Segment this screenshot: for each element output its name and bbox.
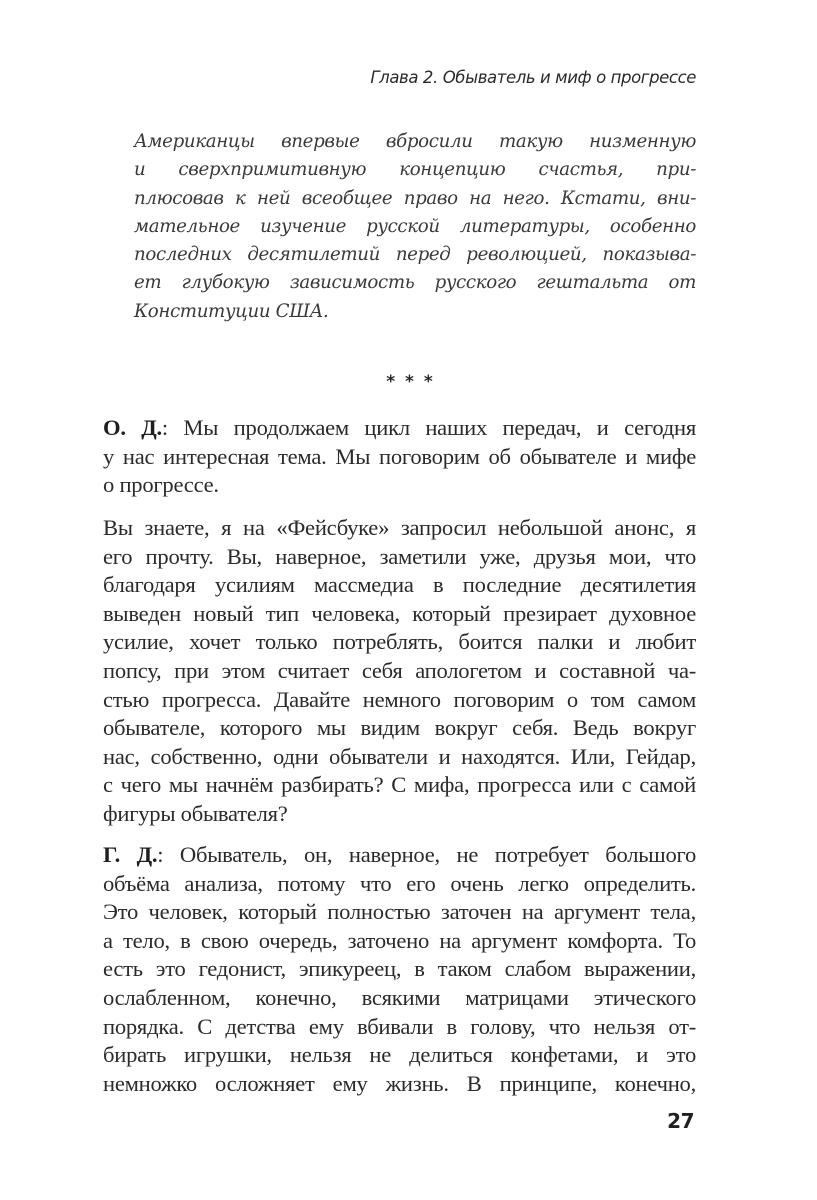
paragraph-line: нас, собственно, одни обыватели и находятся. Или, Гейдар,	[103, 743, 696, 769]
paragraph-line: а тело, в свою очередь, заточено на аргумент комфорта. То	[103, 927, 696, 953]
epigraph-line: Американцы впервые вбросили такую низменную	[134, 131, 696, 152]
paragraph-line: усилие, хочет только потреблять, боится палки и любит	[103, 629, 696, 655]
paragraph-first-line	[103, 841, 696, 870]
paragraph-line: бирать игрушки, нельзя не делиться конфетами, и это	[103, 1042, 696, 1068]
speaker-label: О. Д.	[103, 415, 162, 440]
dialogue-paragraph-gd	[103, 841, 696, 1098]
paragraph-text: Мы продолжаем цикл наших передач, и сегодня	[167, 415, 696, 440]
paragraph-line: его прочту. Вы, наверное, заметили уже, друзья мои, что	[103, 543, 696, 569]
epigraph-line: Конституции США.	[134, 300, 329, 322]
paragraph-line: стью прогресса. Давайте немного поговорим о том самом	[103, 686, 696, 712]
speaker-colon: :	[161, 415, 168, 440]
dialogue-paragraph-od	[103, 414, 696, 500]
paragraph-line: о прогрессе.	[103, 472, 219, 498]
epigraph-line: последних десятилетий перед революцией, показыва-	[134, 244, 696, 266]
epigraph-quote	[134, 128, 696, 326]
paragraph-line: попсу, при этом считает себя апологетом и составной ча-	[103, 657, 696, 683]
section-separator: * * *	[386, 372, 435, 392]
paragraph-line: есть это гедонист, эпикуреец, в таком слабом выражении,	[103, 956, 696, 982]
epigraph-line: ет глубокую зависимость русского гештальта от	[134, 272, 696, 294]
paragraph-line: немножко осложняет ему жизнь. В принципе, конечно,	[103, 1070, 696, 1096]
paragraph-line: благодаря усилиям массмедиа в последние десятилетия	[103, 572, 696, 598]
dialogue-paragraph-od-continued	[103, 514, 696, 829]
paragraph-line: обывателе, которого мы видим вокруг себя. Ведь вокруг	[103, 715, 696, 741]
paragraph-line: выведен новый тип человека, который презирает духовное	[103, 600, 696, 626]
paragraph-line: порядка. С детства ему вбивали в голову, что нельзя от-	[103, 1013, 696, 1039]
page-number: 27	[667, 1109, 694, 1133]
paragraph-line: фигуры обывателя?	[103, 800, 288, 826]
paragraph-line: у нас интересная тема. Мы поговорим об обывателе и мифе	[103, 443, 696, 469]
paragraph-line: Это человек, который полностью заточен на аргумент тела,	[103, 899, 696, 925]
paragraph-line: Вы знаете, я на «Фейсбуке» запросил небольшой анонс, я	[103, 515, 696, 540]
paragraph-line: объёма анализа, потому что его очень легко определить.	[103, 870, 696, 896]
speaker-label: Г. Д.	[103, 842, 158, 867]
speaker-colon: :	[157, 842, 164, 867]
epigraph-line: и сверхпримитивную концепцию счастья, при-	[134, 159, 696, 181]
paragraph-line: с чего мы начнём разбирать? С мифа, прогресса или с самой	[103, 772, 696, 798]
epigraph-line: плюсовав к ней всеобщее право на него. Кстати, вни-	[134, 187, 696, 209]
paragraph-first-line	[103, 414, 696, 443]
paragraph-line: ослабленном, конечно, всякими матрицами этического	[103, 984, 696, 1010]
epigraph-line: мательное изучение русской литературы, особенно	[134, 215, 696, 237]
paragraph-text: Обыватель, он, наверное, не потребует большого	[163, 842, 696, 867]
running-head: Глава 2. Обыватель и миф о прогрессе	[370, 68, 696, 87]
